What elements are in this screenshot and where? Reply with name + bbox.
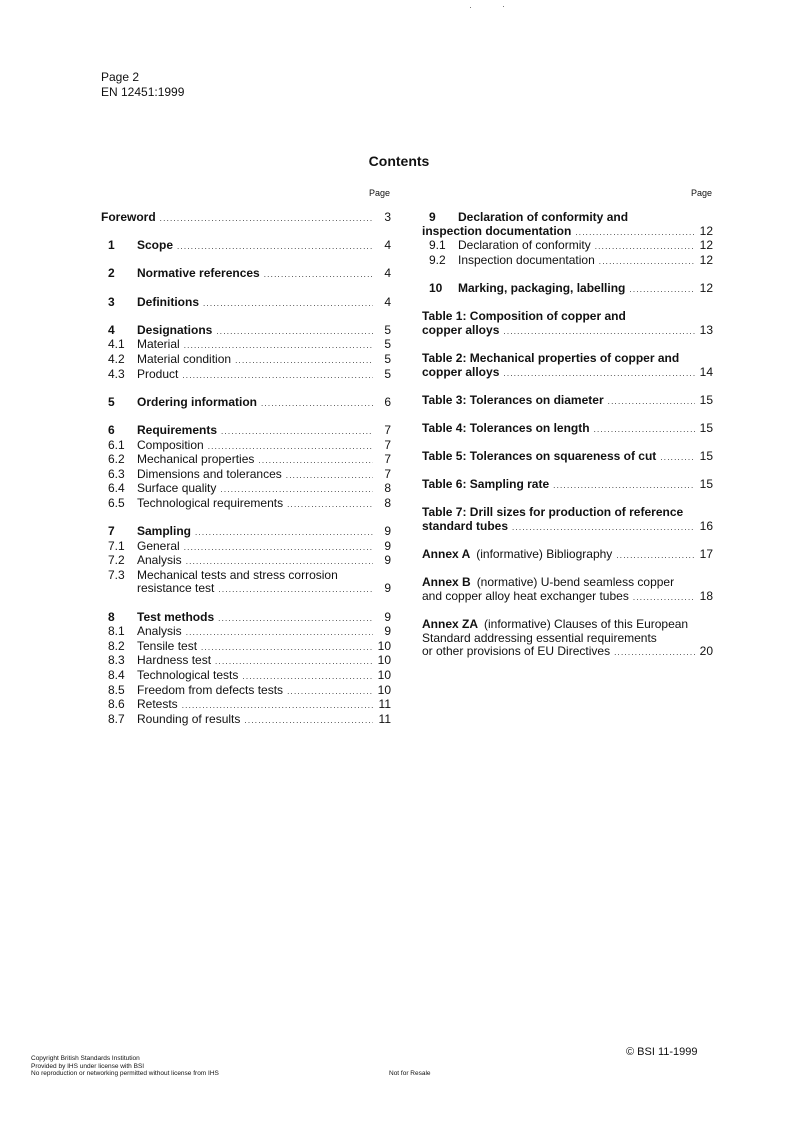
toc-entry-number: 4 bbox=[108, 322, 115, 337]
toc-entry-number: 7.3 bbox=[108, 567, 125, 582]
toc-entry[interactable] bbox=[101, 698, 391, 713]
dot-leader bbox=[629, 282, 695, 297]
scan-speck bbox=[470, 7, 471, 8]
toc-entry[interactable] bbox=[422, 548, 713, 563]
document-header bbox=[101, 70, 184, 100]
toc-entry-page: 9 bbox=[384, 538, 391, 553]
toc-entry-number: 4.1 bbox=[108, 337, 125, 352]
copyright-line: Provided by IHS under license with BSI bbox=[31, 1062, 145, 1070]
toc-entry[interactable] bbox=[101, 267, 391, 282]
dot-leader bbox=[287, 684, 373, 699]
toc-entry-line bbox=[101, 525, 391, 540]
toc-entry[interactable] bbox=[422, 352, 713, 380]
toc-entry-label: Technological requirements bbox=[137, 495, 284, 510]
toc-entry-number: 7.1 bbox=[108, 538, 125, 553]
toc-entry[interactable] bbox=[101, 468, 391, 483]
toc-entry[interactable] bbox=[422, 422, 713, 437]
toc-entry[interactable] bbox=[422, 254, 713, 269]
toc-entry[interactable] bbox=[422, 211, 713, 239]
toc-entry-line bbox=[101, 611, 391, 626]
toc-entry-line bbox=[422, 590, 713, 605]
toc-entry[interactable] bbox=[101, 669, 391, 684]
toc-entry-line bbox=[101, 468, 391, 483]
toc-entry[interactable] bbox=[101, 368, 391, 383]
toc-entry-line bbox=[422, 548, 713, 563]
toc-entry[interactable] bbox=[101, 540, 391, 555]
toc-entry-page: 9 bbox=[384, 553, 391, 568]
toc-entry-label: Inspection documentation bbox=[458, 252, 595, 267]
dot-leader bbox=[182, 698, 373, 713]
contents-title: Contents bbox=[368, 153, 430, 169]
toc-entry[interactable] bbox=[101, 625, 391, 640]
toc-entry-page: 15 bbox=[699, 420, 713, 435]
toc-entry-page: 15 bbox=[699, 449, 713, 464]
toc-entry[interactable] bbox=[101, 482, 391, 497]
dot-leader bbox=[235, 353, 373, 368]
toc-entry-label: Technological tests bbox=[137, 668, 239, 682]
annex-prefix: Annex ZA bbox=[422, 617, 479, 632]
standard-id: EN 12451:1999 bbox=[101, 85, 185, 99]
toc-entry-page: 4 bbox=[384, 294, 391, 309]
dot-leader bbox=[218, 582, 373, 597]
toc-entry-number: 1 bbox=[108, 238, 115, 253]
dot-leader bbox=[553, 478, 695, 493]
toc-entry-label: Material bbox=[137, 337, 180, 352]
dot-leader bbox=[186, 554, 373, 569]
toc-entry-page: 12 bbox=[699, 238, 713, 253]
toc-entry-line bbox=[101, 439, 391, 454]
dot-leader bbox=[184, 540, 373, 555]
annex-prefix: Annex B bbox=[422, 575, 471, 590]
toc-entry-page: 7 bbox=[384, 466, 391, 481]
dot-leader bbox=[195, 525, 373, 540]
toc-entry-label: General bbox=[137, 538, 180, 553]
toc-entry-line bbox=[422, 254, 713, 269]
toc-entry-page: 5 bbox=[384, 337, 391, 352]
toc-entry[interactable] bbox=[422, 576, 713, 604]
toc-entry[interactable] bbox=[422, 618, 713, 660]
toc-entry-line bbox=[422, 394, 713, 409]
toc-entry-number: 6.2 bbox=[108, 452, 125, 467]
toc-entry-line bbox=[101, 497, 391, 512]
toc-entry-page: 15 bbox=[699, 392, 713, 407]
toc-entry-line bbox=[422, 324, 713, 339]
toc-entry-number: 9.2 bbox=[429, 252, 446, 267]
toc-entry-label: Requirements bbox=[137, 422, 218, 437]
toc-entry-label: (informative) Clauses of this European bbox=[484, 617, 689, 632]
toc-entry-label: Dimensions and tolerances bbox=[137, 466, 282, 481]
copyright-line: Copyright British Standards Institution bbox=[31, 1055, 140, 1062]
toc-entry[interactable] bbox=[101, 525, 391, 540]
toc-entry-number: 8.2 bbox=[108, 638, 125, 653]
toc-entry-number: 8.6 bbox=[108, 697, 125, 712]
dot-leader bbox=[258, 453, 373, 468]
page-number: Page 2 bbox=[101, 70, 140, 84]
toc-entry-line bbox=[101, 684, 391, 699]
toc-entry-label: Standard addressing essential requirements bbox=[422, 630, 657, 645]
toc-entry-number: 6.4 bbox=[108, 481, 125, 496]
toc-entry-number: 6.1 bbox=[108, 437, 125, 452]
toc-entry-page: 18 bbox=[699, 589, 713, 604]
toc-entry-label: Normative references bbox=[137, 266, 260, 281]
copyright-notice bbox=[31, 1055, 219, 1078]
dot-leader bbox=[599, 254, 695, 269]
toc-entry-page: 11 bbox=[378, 711, 391, 726]
toc-entry-page: 15 bbox=[699, 477, 713, 492]
toc-entry-line bbox=[101, 482, 391, 497]
right-page-column-header: Page bbox=[691, 188, 713, 198]
dot-leader bbox=[186, 625, 373, 640]
toc-entry[interactable] bbox=[101, 353, 391, 368]
dot-leader bbox=[594, 422, 695, 437]
toc-entry-label: Rounding of results bbox=[137, 711, 241, 726]
toc-entry-label: Product bbox=[137, 366, 179, 381]
toc-entry[interactable] bbox=[422, 282, 713, 297]
toc-entry-line bbox=[101, 554, 391, 569]
toc-entry-label: Table 2: Mechanical properties of copper and bbox=[422, 350, 680, 365]
toc-entry[interactable] bbox=[101, 554, 391, 569]
toc-entry-page: 12 bbox=[699, 280, 713, 295]
toc-entry-page: 11 bbox=[378, 697, 391, 712]
toc-entry-line bbox=[101, 324, 391, 339]
toc-entry-label: Hardness test bbox=[137, 653, 212, 668]
toc-entry-label: Analysis bbox=[137, 553, 182, 568]
toc-entry-page: 20 bbox=[699, 644, 713, 659]
toc-entry-page: 7 bbox=[384, 422, 391, 437]
toc-entry-line bbox=[101, 211, 391, 226]
toc-entry-line bbox=[422, 225, 713, 240]
toc-entry[interactable] bbox=[101, 654, 391, 669]
toc-entry-label: Mechanical tests and stress corrosion bbox=[137, 567, 338, 582]
toc-entry-number: 7.2 bbox=[108, 553, 125, 568]
dot-leader bbox=[208, 439, 373, 454]
dot-leader bbox=[177, 239, 373, 254]
toc-entry-label: Composition bbox=[137, 437, 204, 452]
toc-entry[interactable] bbox=[422, 506, 713, 534]
toc-entry-number: 6.5 bbox=[108, 495, 125, 510]
toc-entry-line bbox=[422, 632, 713, 646]
dot-leader bbox=[287, 497, 373, 512]
left-page-column-header: Page bbox=[369, 188, 391, 198]
toc-entry-page: 6 bbox=[384, 394, 391, 409]
toc-entry-line bbox=[422, 282, 713, 297]
toc-entry-line bbox=[101, 267, 391, 282]
contents-left-column bbox=[101, 211, 391, 727]
toc-entry-number: 2 bbox=[108, 266, 115, 281]
toc-entry-label: Declaration of conformity and bbox=[458, 210, 629, 224]
toc-entry-label: (normative) U-bend seamless copper bbox=[476, 575, 675, 590]
dot-leader bbox=[633, 590, 695, 605]
toc-entry-line bbox=[422, 450, 713, 465]
dot-leader bbox=[595, 239, 695, 254]
toc-entry-label: Declaration of conformity bbox=[458, 238, 591, 253]
toc-entry-line bbox=[101, 540, 391, 555]
toc-entry-line bbox=[101, 669, 391, 684]
toc-entry-label: (informative) Bibliography bbox=[476, 547, 613, 562]
toc-entry-page: 10 bbox=[377, 668, 391, 682]
toc-entry-page: 8 bbox=[384, 495, 391, 510]
toc-entry-line bbox=[422, 211, 713, 225]
toc-entry-page: 3 bbox=[384, 210, 391, 224]
toc-entry-line bbox=[101, 396, 391, 411]
toc-entry-line bbox=[422, 520, 713, 535]
dot-leader bbox=[221, 424, 373, 439]
toc-entry-line bbox=[422, 352, 713, 366]
toc-entry-line bbox=[101, 453, 391, 468]
toc-entry-number: 8 bbox=[108, 609, 115, 624]
toc-entry-label: copper alloys bbox=[422, 322, 500, 337]
toc-entry-page: 4 bbox=[384, 238, 391, 253]
dot-leader bbox=[184, 338, 373, 353]
toc-entry[interactable] bbox=[101, 453, 391, 468]
dot-leader bbox=[286, 468, 373, 483]
toc-entry-line bbox=[422, 310, 713, 324]
toc-entry-line bbox=[422, 576, 713, 590]
toc-entry-page: 5 bbox=[384, 322, 391, 337]
toc-entry[interactable] bbox=[101, 611, 391, 626]
toc-entry-label: Scope bbox=[137, 238, 174, 253]
toc-entry[interactable] bbox=[422, 310, 713, 338]
toc-entry-number: 8.4 bbox=[108, 668, 125, 682]
toc-entry[interactable] bbox=[422, 450, 713, 465]
toc-entry-number: 7 bbox=[108, 524, 115, 539]
dot-leader bbox=[503, 324, 695, 339]
annex-prefix: Annex A bbox=[422, 547, 471, 562]
toc-entry-page: 16 bbox=[699, 519, 713, 534]
dot-leader bbox=[218, 611, 373, 626]
dot-leader bbox=[264, 267, 373, 282]
dot-leader bbox=[203, 296, 373, 311]
toc-entry-line bbox=[101, 713, 391, 728]
toc-entry-line bbox=[422, 422, 713, 437]
toc-entry[interactable] bbox=[101, 211, 391, 226]
toc-entry-page: 12 bbox=[699, 252, 713, 267]
toc-entry[interactable] bbox=[101, 684, 391, 699]
toc-entry-label: Sampling bbox=[137, 524, 192, 539]
toc-entry-label: Table 5: Tolerances on squareness of cut bbox=[422, 449, 657, 464]
toc-entry-label: Freedom from defects tests bbox=[137, 682, 284, 697]
toc-entry-page: 10 bbox=[377, 682, 391, 697]
toc-entry-number: 8.5 bbox=[108, 682, 125, 697]
toc-entry-label: Analysis bbox=[137, 624, 182, 639]
dot-leader bbox=[201, 640, 373, 655]
toc-entry-label: Retests bbox=[137, 697, 178, 712]
toc-entry-label: Definitions bbox=[137, 294, 199, 309]
toc-entry-line bbox=[422, 506, 713, 520]
toc-entry-page: 5 bbox=[384, 351, 391, 366]
toc-entry[interactable] bbox=[422, 478, 713, 493]
toc-entry-line bbox=[101, 424, 391, 439]
toc-entry-page: 9 bbox=[384, 581, 391, 596]
toc-entry-number: 6 bbox=[108, 422, 115, 437]
toc-entry-line bbox=[101, 582, 391, 597]
dot-leader bbox=[216, 324, 373, 339]
dot-leader bbox=[215, 654, 373, 669]
toc-entry[interactable] bbox=[101, 497, 391, 512]
dot-leader bbox=[660, 450, 695, 465]
dot-leader bbox=[160, 211, 373, 226]
scan-speck bbox=[503, 6, 504, 7]
toc-entry-label: inspection documentation bbox=[422, 223, 572, 238]
toc-entry-line bbox=[101, 654, 391, 669]
toc-entry-label: Ordering information bbox=[137, 394, 257, 409]
toc-entry-label: Marking, packaging, labelling bbox=[458, 280, 626, 295]
toc-entry-line bbox=[422, 645, 713, 660]
toc-entry-line bbox=[422, 239, 713, 254]
toc-entry[interactable] bbox=[101, 713, 391, 728]
dot-leader bbox=[182, 368, 373, 383]
dot-leader bbox=[575, 225, 695, 240]
toc-entry[interactable] bbox=[101, 338, 391, 353]
toc-entry-line bbox=[101, 640, 391, 655]
dot-leader bbox=[242, 669, 373, 684]
toc-entry-page: 10 bbox=[377, 653, 391, 668]
toc-entry-label: Table 4: Tolerances on length bbox=[422, 420, 590, 435]
toc-entry-page: 7 bbox=[384, 452, 391, 467]
toc-entry-page: 9 bbox=[384, 524, 391, 539]
toc-entry-label: standard tubes bbox=[422, 519, 509, 534]
toc-entry-page: 13 bbox=[699, 322, 713, 337]
toc-entry-page: 9 bbox=[384, 624, 391, 639]
toc-entry-line bbox=[422, 618, 713, 632]
toc-entry-page: 9 bbox=[384, 609, 391, 624]
toc-entry-number: 6.3 bbox=[108, 466, 125, 481]
toc-entry-label: Tensile test bbox=[137, 638, 198, 653]
toc-entry-label: Test methods bbox=[137, 609, 215, 624]
toc-entry-line bbox=[101, 296, 391, 311]
toc-entry-page: 17 bbox=[699, 547, 713, 562]
toc-entry-label: Foreword bbox=[101, 210, 156, 224]
toc-entry-number: 9.1 bbox=[429, 238, 446, 253]
dot-leader bbox=[244, 713, 373, 728]
toc-entry[interactable] bbox=[101, 324, 391, 339]
toc-entry-page: 7 bbox=[384, 437, 391, 452]
toc-entry-line bbox=[101, 625, 391, 640]
bsi-date: © BSI 11-1999 bbox=[626, 1046, 698, 1058]
toc-entry-label: Mechanical properties bbox=[137, 452, 255, 467]
toc-entry[interactable] bbox=[101, 439, 391, 454]
toc-entry-label: and copper alloy heat exchanger tubes bbox=[422, 589, 629, 604]
toc-entry-page: 14 bbox=[699, 364, 713, 379]
toc-entry-number: 4.3 bbox=[108, 366, 125, 381]
toc-entry-label: Material condition bbox=[137, 351, 232, 366]
dot-leader bbox=[512, 520, 695, 535]
dot-leader bbox=[608, 394, 695, 409]
toc-entry-line bbox=[101, 569, 391, 583]
toc-entry-page: 8 bbox=[384, 481, 391, 496]
toc-entry-label: Table 7: Drill sizes for production of reference bbox=[422, 505, 684, 520]
toc-entry[interactable] bbox=[101, 640, 391, 655]
toc-entry-page: 10 bbox=[377, 638, 391, 653]
toc-entry-label: Surface quality bbox=[137, 481, 217, 496]
toc-entry-line bbox=[101, 368, 391, 383]
toc-entry-label: Table 1: Composition of copper and bbox=[422, 309, 626, 324]
toc-entry-label: Table 3: Tolerances on diameter bbox=[422, 392, 604, 407]
toc-entry-number: 10 bbox=[429, 280, 443, 295]
toc-entry-line bbox=[422, 366, 713, 381]
toc-entry[interactable] bbox=[101, 239, 391, 254]
toc-entry[interactable] bbox=[101, 424, 391, 439]
toc-entry-page: 12 bbox=[699, 223, 713, 238]
dot-leader bbox=[614, 645, 695, 660]
dot-leader bbox=[220, 482, 373, 497]
toc-entry[interactable] bbox=[101, 569, 391, 597]
toc-entry-line bbox=[101, 698, 391, 713]
toc-entry-line bbox=[101, 338, 391, 353]
dot-leader bbox=[616, 548, 695, 563]
toc-entry-label: Table 6: Sampling rate bbox=[422, 477, 550, 492]
toc-entry-number: 9 bbox=[429, 210, 436, 224]
toc-entry-number: 4.2 bbox=[108, 351, 125, 366]
toc-entry-page: 5 bbox=[384, 366, 391, 381]
toc-entry[interactable] bbox=[101, 296, 391, 311]
toc-entry-line bbox=[101, 239, 391, 254]
dot-leader bbox=[503, 366, 695, 381]
toc-entry-number: 8.1 bbox=[108, 624, 125, 639]
toc-entry-number: 8.7 bbox=[108, 711, 125, 726]
toc-entry-label: copper alloys bbox=[422, 364, 500, 379]
not-for-resale: Not for Resale bbox=[389, 1070, 431, 1077]
copyright-line: No reproduction or networking permitted without license from IHS bbox=[31, 1070, 219, 1077]
toc-entry-label: Designations bbox=[137, 322, 213, 337]
contents-right-column bbox=[422, 211, 713, 660]
toc-entry[interactable] bbox=[422, 394, 713, 409]
toc-entry-number: 3 bbox=[108, 294, 115, 309]
toc-entry-line bbox=[422, 478, 713, 493]
toc-entry-line bbox=[101, 353, 391, 368]
toc-entry[interactable] bbox=[422, 239, 713, 254]
toc-entry-label: or other provisions of EU Directives bbox=[422, 644, 611, 659]
toc-entry-label: resistance test bbox=[137, 581, 215, 596]
toc-entry[interactable] bbox=[101, 396, 391, 411]
toc-entry-number: 8.3 bbox=[108, 653, 125, 668]
toc-entry-number: 5 bbox=[108, 394, 115, 409]
toc-entry-page: 4 bbox=[384, 266, 391, 281]
dot-leader bbox=[261, 396, 373, 411]
